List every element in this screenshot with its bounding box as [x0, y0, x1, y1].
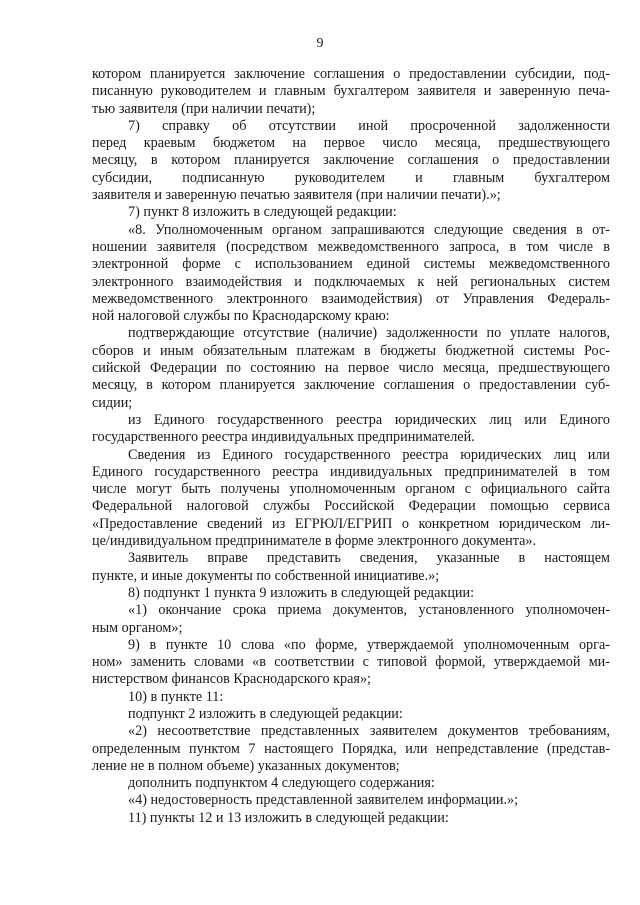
paragraph [92, 810, 610, 827]
paragraph-line: це/индивидуальном предпринимателе в форме электронного документа». [92, 533, 537, 550]
paragraph [92, 689, 610, 706]
paragraph-line: ление не в полном объеме) указанных документов; [92, 757, 400, 774]
paragraph-line: заявителя и заверенную печатью заявителя (при наличии печати).»; [92, 187, 501, 204]
paragraph [92, 412, 610, 447]
paragraph-line: нистерством финансов Краснодарского края»; [92, 671, 371, 688]
paragraph-line: сидии; [92, 394, 133, 411]
paragraph-line: «1) окончание срока приема документов, установленного уполномочен- [128, 602, 610, 619]
page-number: 9 [316, 36, 324, 51]
paragraph [92, 222, 610, 326]
paragraph-line: ношении заявителя (посредством межведомственного запроса, в том числе в [92, 238, 610, 255]
paragraph-line: числе могут быть получены уполномоченным органом с официального сайта [92, 481, 610, 498]
paragraph-line: перед краевым бюджетом на первое число месяца, предшествующего [92, 135, 610, 152]
paragraph-line: из Единого государственного реестра юридических лиц или Единого [128, 411, 610, 428]
paragraph-line: «Предоставление сведений из ЕГРЮЛ/ЕГРИП о конкретном юридическом ли- [92, 515, 610, 532]
paragraph-line: Федеральной налоговой службы Российской Федерации помощью сервиса [92, 498, 610, 515]
paragraph-line: «4) недостоверность представленной заявителем информации.»; [128, 792, 519, 809]
paragraph [92, 447, 610, 551]
paragraph-line: межведомственного электронного взаимодействия) от Управления Федераль- [92, 290, 610, 307]
paragraph-line: котором планируется заключение соглашения о предоставлении субсидии, под- [92, 66, 610, 82]
paragraph [92, 602, 610, 637]
paragraph [92, 706, 610, 723]
paragraph-line: 11) пункты 12 и 13 изложить в следующей редакции: [128, 809, 449, 826]
paragraph-line: подтверждающие отсутствие (наличие) задолженности по уплате налогов, [128, 325, 610, 342]
paragraph-line: ным органом»; [92, 619, 183, 636]
paragraph-line: Заявитель вправе представить сведения, указанные в настоящем [128, 550, 610, 567]
paragraph [92, 723, 610, 775]
paragraph-line: электронного взаимодействия и подключаемых к ней региональных систем [92, 273, 610, 290]
paragraph-line: Единого государственного реестра индивидуальных предпринимателей в том [92, 463, 610, 480]
paragraph-line: тью заявителя (при наличии печати); [92, 100, 316, 117]
paragraph-line: определенным пунктом 7 настоящего Порядка, или непредставление (представ- [92, 740, 610, 757]
paragraph [92, 792, 610, 809]
paragraph [92, 66, 610, 118]
paragraph-line: 7) справку об отсутствии иной просроченной задолженности [128, 117, 610, 134]
paragraph-line: сийской Федерации по состоянию на первое число месяца, предшествующего [92, 360, 610, 377]
paragraph-line: 8) подпункт 1 пункта 9 изложить в следующей редакции: [128, 584, 475, 601]
paragraph-line: месяцу, в котором планируется заключение соглашения о предоставлении [92, 152, 610, 169]
paragraph [92, 325, 610, 411]
paragraph-line: «2) несоответствие представленных заявителем документов требованиям, [128, 723, 610, 740]
paragraph-line: 7) пункт 8 изложить в следующей редакции: [128, 204, 397, 221]
paragraph-line: подпункт 2 изложить в следующей редакции: [128, 705, 403, 722]
paragraph-line: ном» заменить словами «в соответствии с типовой формой, утверждаемой ми- [92, 654, 610, 671]
paragraph [92, 775, 610, 792]
paragraph-line: ной налоговой службы по Краснодарскому краю: [92, 308, 390, 325]
paragraph-line: писанную руководителем и главным бухгалтером заявителя и заверенную печа- [92, 83, 610, 100]
paragraph-line: 9) в пункте 10 слова «по форме, утверждаемой уполномоченным орга- [128, 636, 610, 653]
document-body [92, 66, 610, 827]
paragraph-line: дополнить подпунктом 4 следующего содержания: [128, 775, 435, 792]
paragraph [92, 118, 610, 204]
paragraph-line: государственного реестра индивидуальных предпринимателей. [92, 429, 475, 446]
paragraph-line: пункте, и иные документы по собственной инициативе.»; [92, 567, 440, 584]
paragraph [92, 585, 610, 602]
paragraph-line: электронной форме с использованием единой системы межведомственного [92, 256, 610, 273]
paragraph-line: сборов и иным обязательным платежам в бюджеты бюджетной системы Рос- [92, 342, 610, 359]
paragraph-line: месяцу, в котором планируется заключение соглашения о предоставлении суб- [92, 377, 610, 394]
paragraph-line: «8. Уполномоченным органом запрашиваются следующие сведения в от- [128, 221, 610, 238]
paragraph [92, 637, 610, 689]
paragraph-line: Сведения из Единого государственного реестра юридических лиц или [128, 446, 610, 463]
paragraph [92, 550, 610, 585]
paragraph-line: 10) в пункте 11: [128, 688, 224, 705]
paragraph-line: субсидии, подписанную руководителем и главным бухгалтером [92, 169, 610, 186]
paragraph [92, 204, 610, 221]
